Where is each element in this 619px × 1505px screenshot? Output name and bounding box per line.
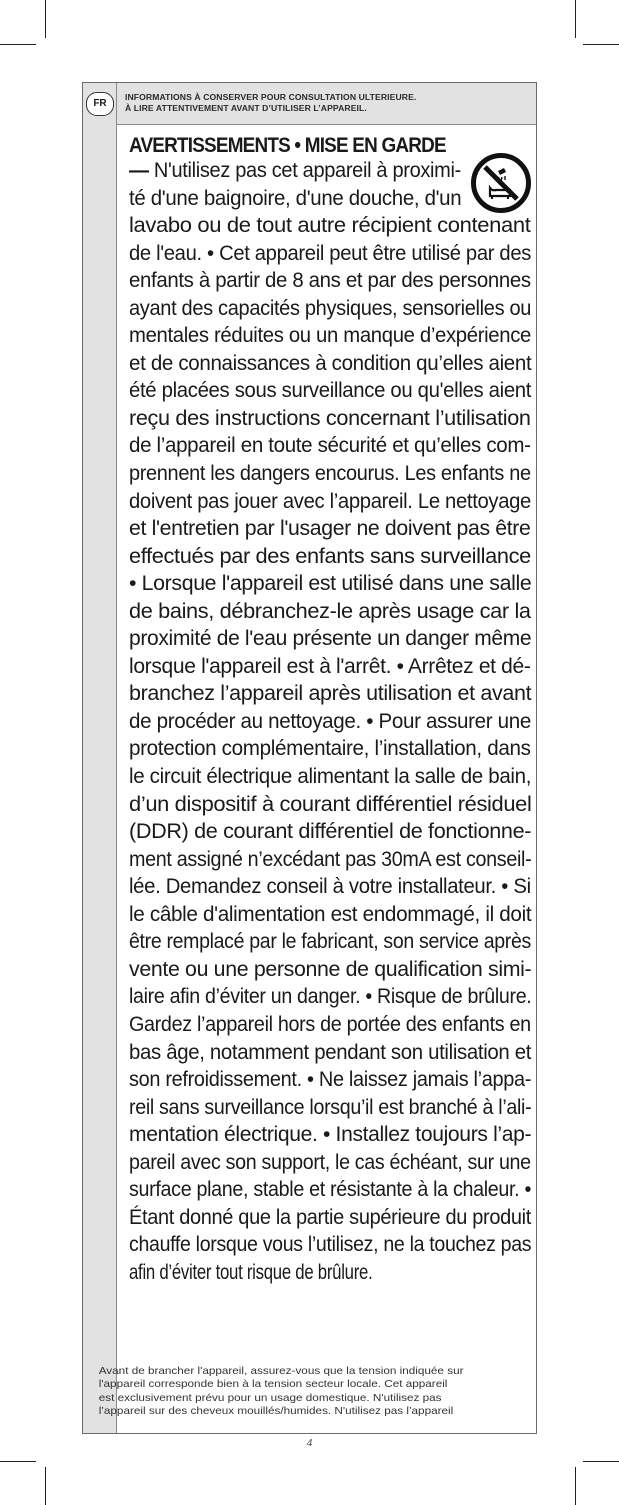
header-line-2: À LIRE ATTENTIVEMENT AVANT D’UTILISER L’APPAREIL. bbox=[125, 103, 367, 113]
crop-mark bbox=[45, 1467, 46, 1505]
warning-line: afin d’éviter tout risque de brûlure. bbox=[129, 1259, 373, 1284]
warning-line: (DDR) de courant différentiel de fonctionne- bbox=[129, 819, 532, 844]
warning-line: d’un dispositif à courant différentiel résiduel bbox=[129, 791, 532, 816]
crop-mark bbox=[583, 44, 619, 45]
warning-line: son refroidissement. • Ne laissez jamais l’appa- bbox=[129, 1067, 532, 1092]
usage-notice bbox=[98, 1365, 533, 1419]
warning-line: enfants à partir de 8 ans et par des personnes bbox=[129, 268, 531, 293]
warning-line: surface plane, stable et résistante à la chaleur. • bbox=[129, 1177, 532, 1202]
crop-mark bbox=[575, 0, 576, 38]
warning-line: le circuit électrique alimentant la salle de bain, bbox=[129, 764, 532, 789]
warning-line: de l’appareil en toute sécurité et qu’elles com- bbox=[129, 433, 531, 458]
warning-line: chauffe lorsque vous l’utilisez, ne la touchez pas bbox=[129, 1232, 532, 1257]
warning-title: AVERTISSEMENTS • MISE EN GARDE bbox=[129, 133, 446, 157]
language-badge: FR bbox=[86, 92, 114, 116]
notice-line: l’appareil sur des cheveux mouillés/humides. N'utilisez pas l’appareil bbox=[98, 1406, 454, 1418]
warning-line: de l'eau. • Cet appareil peut être utilisé par des bbox=[129, 240, 531, 265]
crop-mark bbox=[0, 44, 36, 45]
warning-line: reçu des instructions concernant l’utilisation bbox=[129, 405, 531, 430]
header-text bbox=[125, 92, 530, 114]
em-dash: — bbox=[129, 158, 149, 182]
warning-line: lavabo ou de tout autre récipient contenant bbox=[129, 213, 531, 238]
warning-line: ment assigné n’excédant pas 30mA est conseil- bbox=[129, 846, 532, 871]
warning-line: protection complémentaire, l’installation, dans bbox=[129, 736, 531, 761]
warning-line: mentales réduites ou un manque d’expérience bbox=[129, 323, 531, 348]
warning-line: laire afin d’éviter un danger. • Risque de brûlure. bbox=[129, 984, 532, 1009]
header-bar bbox=[117, 83, 536, 125]
warning-line: prennent les dangers encourus. Les enfants ne bbox=[129, 461, 531, 486]
warning-line: pareil avec son support, le cas échéant, sur une bbox=[129, 1149, 531, 1174]
warning-line: Gardez l’appareil hors de portée des enfants en bbox=[129, 1011, 531, 1036]
page-number: 4 bbox=[306, 1437, 313, 1449]
warning-line: reil sans surveillance lorsqu’il est branché à l’ali- bbox=[129, 1094, 532, 1119]
header-line-1: INFORMATIONS À CONSERVER POUR CONSULTATION ULTERIEURE. bbox=[125, 92, 417, 102]
warning-line: ayant des capacités physiques, sensorielles ou bbox=[129, 295, 532, 320]
crop-mark bbox=[583, 1461, 619, 1462]
warning-line: effectués par des enfants sans surveillance bbox=[129, 543, 531, 568]
warning-line: vente ou une personne de qualification simi- bbox=[129, 956, 532, 981]
warning-line: Étant donné que la partie supérieure du produit bbox=[129, 1204, 531, 1229]
notice-line: l'appareil corresponde bien à la tension secteur locale. Cet appareil bbox=[98, 1379, 448, 1391]
warning-body bbox=[129, 185, 531, 1287]
warning-line: de procéder au nettoyage. • Pour assurer une bbox=[129, 708, 532, 733]
warning-line: mentation électrique. • Installez toujours l’ap- bbox=[129, 1122, 532, 1147]
no-water-near-bath-icon bbox=[471, 153, 531, 213]
crop-mark bbox=[0, 1461, 36, 1462]
crop-mark bbox=[575, 1467, 576, 1505]
warning-line: été placées sous surveillance ou qu'elles aient bbox=[129, 378, 532, 403]
warning-line: lorsque l'appareil est à l'arrêt. • Arrêtez et dé- bbox=[129, 653, 531, 678]
warning-line: le câble d'alimentation est endommagé, il doit bbox=[129, 901, 532, 926]
notice-line: Avant de brancher l'appareil, assurez-vous que la tension indiquée sur bbox=[98, 1366, 464, 1377]
warning-line: proximité de l'eau présente un danger même bbox=[129, 626, 532, 651]
warning-line: lée. Demandez conseil à votre installateur. • Si bbox=[129, 874, 531, 899]
warning-line: bas âge, notamment pendant son utilisation et bbox=[129, 1039, 532, 1064]
warning-first-line-text: N'utilisez pas cet appareil à proximi- bbox=[148, 158, 461, 182]
language-column bbox=[83, 83, 117, 1433]
warning-line: et l'entretien par l'usager ne doivent pas être bbox=[129, 516, 531, 541]
warning-line: • Lorsque l'appareil est utilisé dans une salle bbox=[129, 571, 532, 596]
crop-mark bbox=[45, 0, 46, 38]
warning-section bbox=[129, 133, 531, 1286]
notice-line: est exclusivement prévu pour un usage domestique. N'utilisez pas bbox=[98, 1392, 442, 1404]
warning-line: et de connaissances à condition qu’elles aient bbox=[129, 350, 532, 375]
warning-first-line bbox=[129, 157, 503, 185]
page-frame bbox=[82, 82, 537, 1434]
warning-line: branchez l’appareil après utilisation et avant bbox=[129, 681, 532, 706]
warning-line: de bains, débranchez-le après usage car la bbox=[129, 598, 531, 623]
warning-line: doivent pas jouer avec l’appareil. Le nettoyage bbox=[129, 488, 531, 513]
warning-line: té d'une baignoire, d'une douche, d'un bbox=[129, 185, 462, 210]
warning-line: être remplacé par le fabricant, son service après bbox=[129, 929, 531, 954]
